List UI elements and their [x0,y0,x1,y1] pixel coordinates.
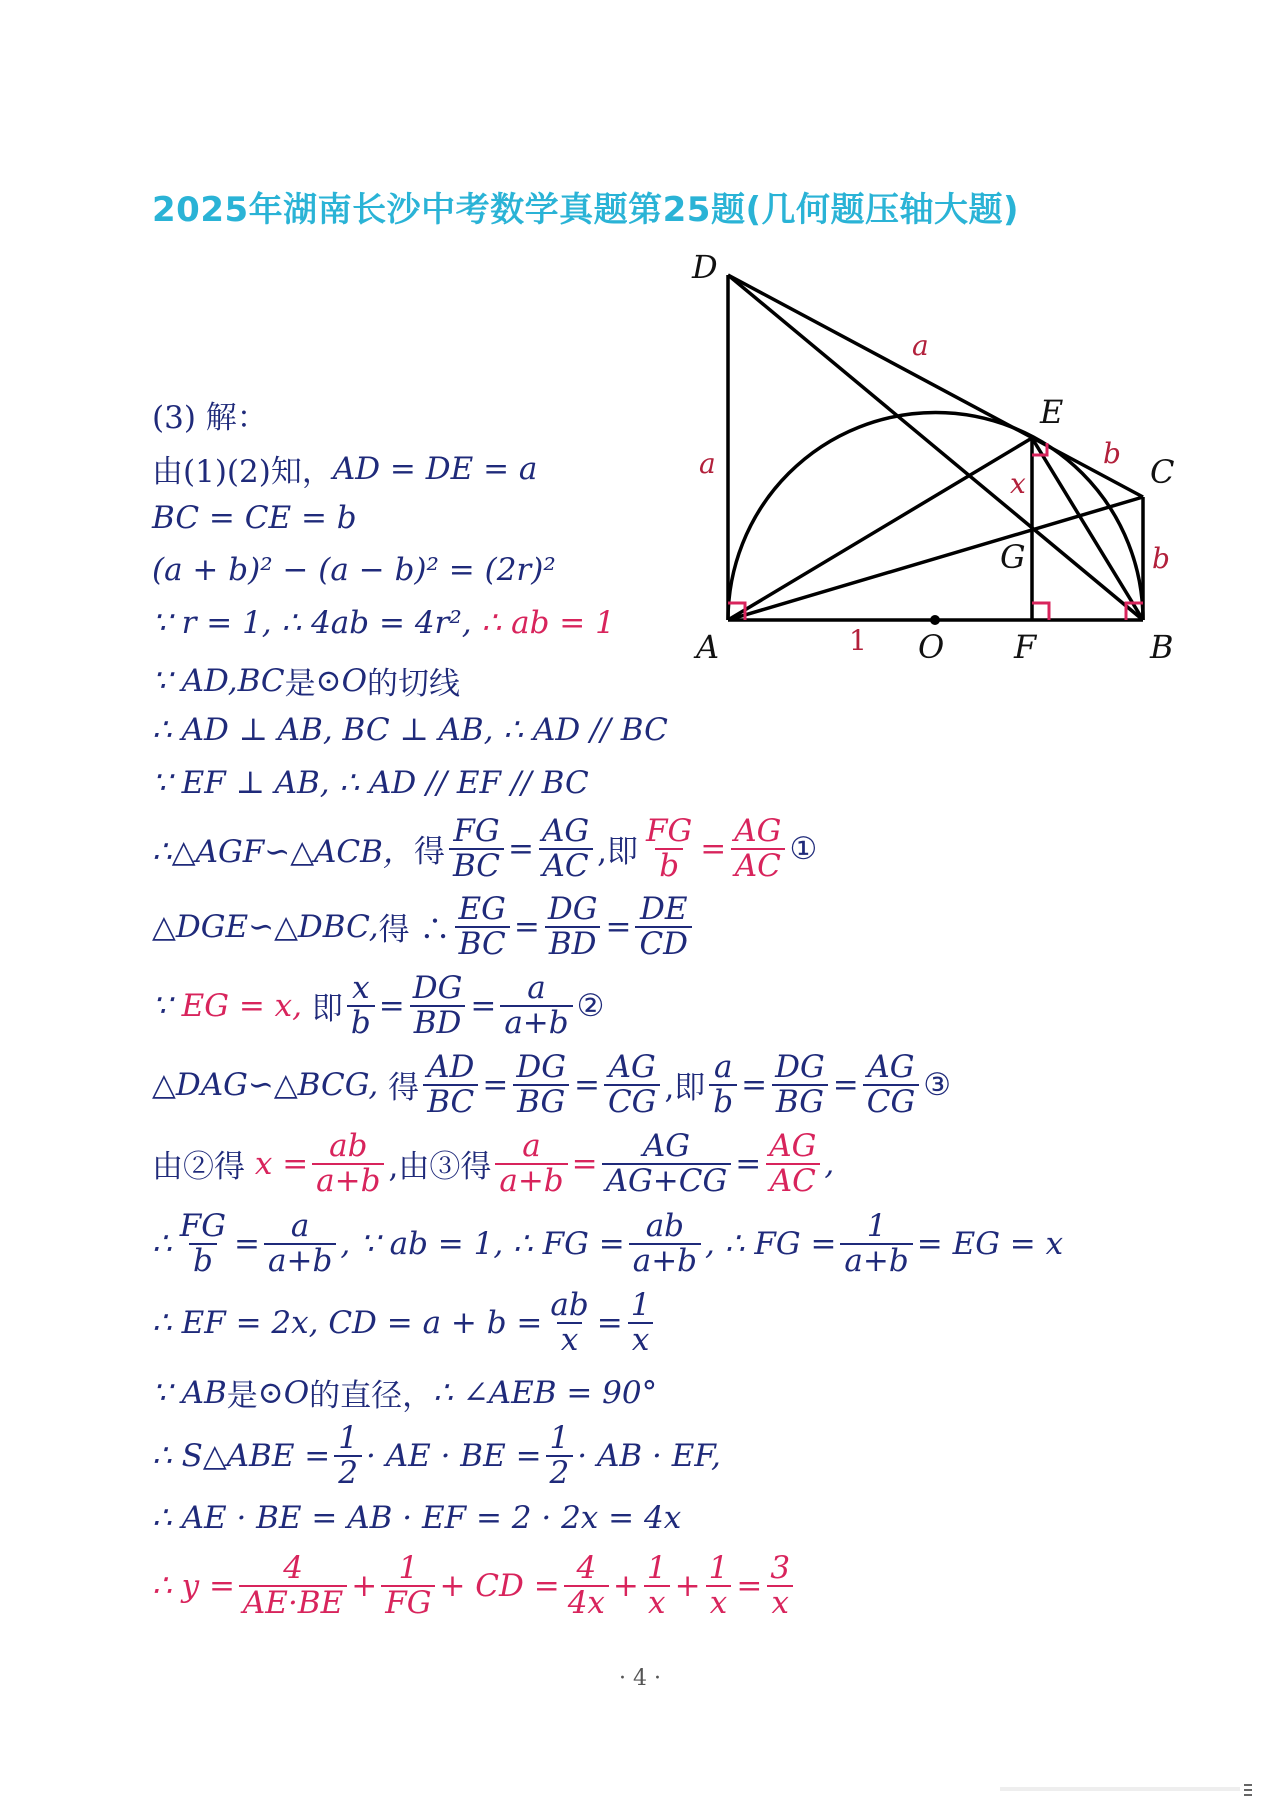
fraction: $\frac{ab}{x}$ [550,1287,589,1358]
segment-dc [728,275,1143,497]
length-label-eg: x [1010,467,1026,500]
fraction: $\frac{DG}{BD}$ [544,893,602,960]
length-label-ce: b [1103,437,1121,470]
point-label-b: B [1150,628,1174,666]
fraction: $\frac{1}{FG}$ [381,1552,435,1619]
fraction: $\frac{DG}{BG}$ [771,1051,829,1118]
solution-line-7: ∴ AD ⊥ AB, BC ⊥ AB, ∴ AD // BC [152,712,668,748]
solution-line-16: ∵ AB 是 ⊙O 的直径， ∴ ∠AEB = 90° [152,1374,658,1414]
segment-eb [1032,438,1143,620]
fraction: $\frac{a}{b}$ [709,1051,737,1118]
fraction: $\frac{1}{a+b}$ [840,1210,912,1277]
fraction: $\frac{AG}{AC}$ [730,815,785,882]
fraction: $\frac{3}{x}$ [766,1552,794,1619]
scroll-indicator-icon [1000,1784,1252,1796]
solution-line-14: ∴ $\frac{FG}{b}$ = $\frac{a}{a+b}$ , ∵ ab = 1, ∴ FG = $\frac{ab}{a+b}$ , ∴ FG = $\frac{1}{a+b}$ = EG = x [152,1208,1064,1279]
fraction: $\frac{DG}{BD}$ [409,972,467,1039]
fraction: $\frac{4}{4x}$ [564,1552,609,1619]
fraction: $\frac{FG}{BC}$ [449,815,504,882]
fraction: $\frac{4}{AE\cdot BE}$ [239,1552,347,1619]
length-label-ao: 1 [849,624,867,657]
segment-db [728,275,1143,620]
fraction: $\frac{AD}{BC}$ [423,1051,478,1118]
solution-line-11: ∵ EG = x, 即 $\frac{x}{b}$ = $\frac{DG}{BD}$ = $\frac{a}{a+b}$ ② [152,970,605,1041]
page-number: · 4 · [619,1666,661,1691]
right-angle-f [1032,603,1049,620]
fraction: $\frac{DE}{CD}$ [635,893,692,960]
fraction: $\frac{FG}{b}$ [646,813,693,884]
page-title: 2025年湖南长沙中考数学真题第25题(几何题压轴大题) [152,190,1020,230]
point-label-a: A [696,628,720,666]
fraction: $\frac{AG}{CG}$ [863,1051,919,1118]
length-label-bc: b [1152,542,1170,575]
point-label-f: F [1014,628,1037,666]
fraction: $\frac{FG}{b}$ [179,1208,227,1279]
solution-line-2: 由(1)(2)知， AD = DE = a [152,450,538,490]
point-label-o: O [918,628,945,666]
solution-line-1: (3) 解： [152,400,268,436]
fraction: $\frac{1}{2}$ [546,1422,574,1489]
fraction: $\frac{AG}{AC}$ [538,815,593,882]
fraction: $\frac{a}{a+b}$ [264,1210,336,1277]
center-point-o [930,615,940,625]
fraction: $\frac{1}{2}$ [334,1422,362,1489]
solution-line-12: △DAG∽△BCG, 得 $\frac{AD}{BC}$ = $\frac{DG}{BG}$ = $\frac{AG}{CG}$ ,即 $\frac{a}{b}$ = $\frac{DG}{BG}$ = $\frac{AG}{CG}$ ③ [152,1049,952,1120]
fraction: $\frac{AG}{AC}$ [765,1130,820,1197]
point-label-c: C [1150,453,1175,491]
solution-line-9: ∴△AGF∽△ACB， 得 $\frac{FG}{BC}$ = $\frac{AG}{AC}$ ,即 $\frac{FG}{b}$ = $\frac{AG}{AC}$ ① [152,813,818,884]
length-label-ad: a [699,447,716,480]
fraction: $\frac{1}{x}$ [627,1289,655,1356]
fraction: $\frac{1}{x}$ [643,1552,671,1619]
geometry-figure [0,0,1280,700]
fraction: $\frac{x}{b}$ [347,972,375,1039]
fraction: $\frac{DG}{BG}$ [512,1051,570,1118]
fraction: $\frac{a}{a+b}$ [500,972,572,1039]
point-label-e: E [1040,393,1064,431]
fraction: $\frac{EG}{BC}$ [454,893,509,960]
point-label-d: D [692,248,718,286]
fraction: $\frac{ab}{a+b}$ [629,1210,701,1277]
solution-line-10: △DGE∽△DBC, 得 ∴ $\frac{EG}{BC}$ = $\frac{DG}{BD}$ = $\frac{DE}{CD}$ [152,893,696,960]
length-label-de: a [912,329,929,362]
solution-line-5: ∵ r = 1, ∴ 4ab = 4r², ∴ ab = 1 [152,605,615,641]
solution-line-6: ∵ AD,BC 是 ⊙O 的切线 [152,662,461,702]
solution-line-3: BC = CE = b [152,500,357,536]
solution-line-18: ∴ AE · BE = AB · EF = 2 · 2x = 4x [152,1500,682,1536]
fraction: $\frac{AG}{AG+CG}$ [602,1130,732,1197]
segment-ae [728,438,1032,620]
solution-line-17: ∴ S△ABE = $\frac{1}{2}$ · AE · BE = $\frac{1}{2}$ · AB · EF, [152,1420,721,1491]
solution-line-13: 由②得 x = $\frac{ab}{a+b}$ ,由③得 $\frac{a}{a+b}$ = $\frac{AG}{AG+CG}$ = $\frac{AG}{AC}$ , [152,1128,835,1199]
solution-line-15: ∴ EF = 2x, CD = a + b = $\frac{ab}{x}$ = $\frac{1}{x}$ [152,1289,658,1356]
solution-line-19: ∴ y = $\frac{4}{AE\cdot BE}$ + $\frac{1}{FG}$ + CD = $\frac{4}{4x}$ + $\frac{1}{x}$ + $\frac{1}{x}$ = $\frac{3}{x}$ [152,1552,798,1619]
point-label-g: G [1000,538,1026,576]
solution-line-4: (a + b)² − (a − b)² = (2r)² [152,552,556,588]
fraction: $\frac{AG}{CG}$ [604,1051,660,1118]
solution-line-8: ∵ EF ⊥ AB, ∴ AD // EF // BC [152,765,589,801]
fraction: $\frac{1}{x}$ [705,1552,733,1619]
fraction: $\frac{a}{a+b}$ [495,1130,567,1197]
fraction: $\frac{ab}{a+b}$ [312,1130,384,1197]
